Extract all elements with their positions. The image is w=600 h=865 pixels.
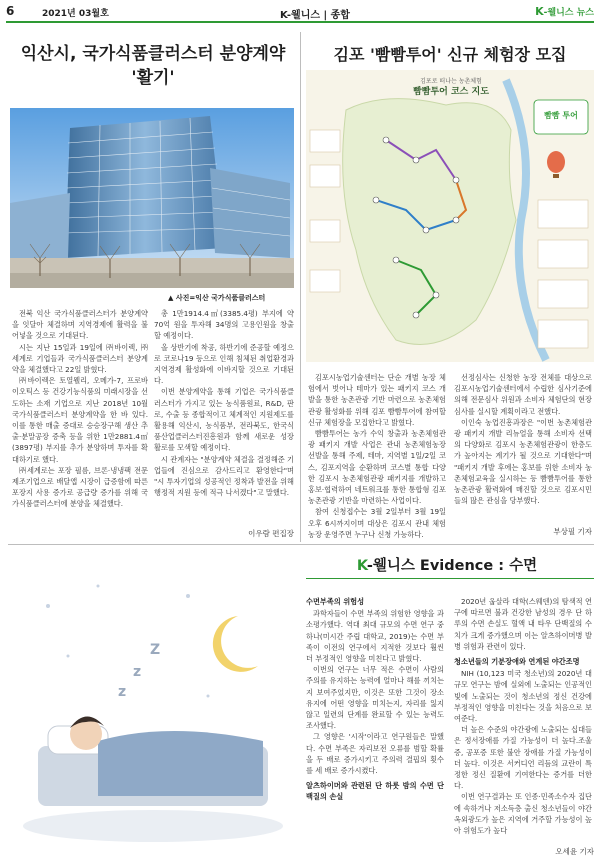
paragraph: 올 상반기에 착공, 하반기에 준공할 예정으로 코로나19 등으로 인해 침체된 취업환경과 지역경제 활성화에 이바지할 것으로 기대된다. [154,342,294,386]
header-rule [6,21,594,23]
article1-title [8,42,298,90]
page-number: 6 [6,4,15,18]
article1-title-line1: 익산시, 국가식품클러스터 분양계약 [20,44,286,64]
article1-column1 [12,308,148,510]
article3-column1 [306,596,444,804]
paragraph: ㈜세계로는 포장 필름, 브론·냉냉팩 전문 제조기업으로 배달앱 시장이 급증함에 따른 포장지 사용 증가로 공급량 증가를 위해 국가식품클러스터에 분양을 체결했다. [12,465,148,509]
paragraph: ㈜바이렉은 토열웰리, 오메가-7, 프로바이오틱스 등 건강기능식품의 미래시장을 선도하는 소재 기업으로 지난 2018년 10월 국가식품클러스터 분양계약을 한 바 있다. 이를 통한 매출 증대로 승승장구해 생산 추출·분말공장 증축 등을 위한 1만2881.4㎡ (3897평) 부지를 추가 분양하며 투자를 확대하기로 했다. [12,376,148,464]
svg-text:z: z [133,664,142,680]
paragraph: 과학자들이 수면 부족의 위험한 영향을 과소평가했다. 역대 최대 규모의 수면 연구 중 하나(미시간 주립 대학교, 2019)는 수면 부족이 이전의 연구에서 지적한 것보다 훨씬 더 부정적인 영향을 미친다고 밝혔다. [306,609,444,664]
svg-text:Z: Z [150,642,161,658]
article1-photo [10,108,294,288]
paragraph: 2020년 웁살라 대학(스웨덴)의 탐색적 연구에 따르면 불과 건강한 남성의 경우 단 하루의 수면 손실도 혈액 내 타우 단백질의 수치가 크게 증가했으며 이는 알츠하이머병 발병 위험과 관련이 있다. [454,597,592,651]
subheading: 알츠하이머와 관련된 단 하룻 밤의 수면 단백질의 손실 [306,781,444,802]
title-rest: -웰니스 Evidence : 수면 [366,558,538,574]
page-header [6,4,594,20]
article1-byline: 이우람 편집장 [248,529,294,538]
subheading: 청소년들의 기분장애와 연계된 야간조명 [454,657,580,667]
paragraph: 이번 연구결과는 또 인종·민족소수자 집단에 속하거나 저소득층 출신 청소년들이 야간 옥외광도가 높은 지역에 거주할 가능성이 높아 위험도가 높다 [454,792,592,836]
paragraph: 참여 신청접수는 3월 2일부터 3월 19일 오후 6시까지이며 대상은 김포시 관내 체험농장 운영주면 누구나 신청 가능하다. [308,507,446,539]
paragraph: 선정심사는 신청한 농장 전체를 대상으로 김포시농업기술센터에서 수립한 심사기준에 의해 전문심사 위원과 소비자 체험단의 현장 심사를 실시할 계획이라고 전했다. [454,373,592,416]
section-divider [8,544,594,545]
paragraph: 이인숙 농업진흥과장은 "이번 농촌체험관광 패키지 개발 리뉴얼을 통해 소비자 선택의 다양화로 김포시 농촌체험관광이 한층도가 높아지는 계기가 될 것으로 기대한다"며 "패키지 개발 후에는 홍보를 위한 소비자 농촌체험교육을 실시하는 등 빰빰투어를 통한 농촌관광 활력화에 매진할 것으로 김포시민들의 많은 관심을 당부했다. [454,417,592,506]
paragraph: 총 1만1914.4㎡(3385.4평) 부지에 약 70억 원을 투자해 34명의 고용인원을 창출할 예정이다. [154,309,294,341]
course-map-image [306,70,594,362]
article2-byline: 부상필 기자 [553,527,592,536]
article2-column1 [308,372,446,540]
article1-title-line2: '활기' [131,68,175,88]
paragraph: 이번의 연구는 너무 적은 수면이 사람의 주의를 유지하는 능력에 얼마나 해를 끼치는지 보여주었지만, 이것은 또한 그것이 장소 유지에 어떤 영향을 미치는지, 자리를 잃지 않고 일련의 단계를 완료할 수 있는 능력도 조사했다. [306,665,444,731]
map-title: 빰빰투어 코스 지도 [413,87,489,97]
building-illustration [10,108,294,288]
article1-photo-caption: ▲ 사진=익산 국가식품클러스터 [168,294,266,302]
sleeping-person-graphic [8,556,298,856]
article3-title [300,554,594,575]
article3-column2 [454,596,592,836]
subheading: 수면부족의 위험성 [306,597,365,606]
paragraph: 시 관계자는 "분양계약 체결을 결정해준 기업들에 진심으로 감사드리고 환영한다"며 "시 투자기업의 성공적인 정착과 발전을 위해 행정적 지원 등에 적극 나서겠다"고 말했다. [154,454,294,498]
column-divider [300,32,301,542]
paragraph: 더 높은 수준의 야간광에 노출되는 십대들은 정서장애를 가질 가능성이 더 높다.조울증, 공포증 또한 불안 장애를 가질 가능성이 더 높다. 이것은 서커디언 리듬의 교란이 특정한 정신 질환에 기여한다는 증거를 더한다. [454,725,592,791]
paragraph: NIH (10,123 미국 청소년)의 2020년 대규모 연구는 밤에 실외에 노출되는 인공적인 빛에 노출되는 것이 청소년의 정신 건강에 부정적인 영향을 미친다는 것을 처음으로 보여준다. [454,669,592,724]
svg-text:z: z [118,684,127,700]
paragraph: 김포시농업기술센터는 단순 개별 농장 체험에서 벗어나 테마가 있는 패키지 코스 개발을 통한 농촌관광 기반 마련으로 농촌체험관광 활성화를 위해 김포 빰빰투어에 참여할 신규 체험장을 모집한다고 밝혔다. [308,373,446,427]
paragraph: 시는 지난 15일과 19일에 ㈜바이렉, ㈜세계로 기업들과 국가식품클러스터 분양계약을 체결했다고 22일 밝혔다. [12,342,148,375]
masthead-logo [535,5,594,18]
map-badge: 빰빰 투어 [544,111,578,120]
logo-k: K [535,5,544,18]
logo-text: -웰니스 뉴스 [543,8,594,18]
article2-title: 김포 '빰빰투어' 신규 체험장 모집 [333,45,567,64]
section-label: K-웰니스 | 종합 [280,10,350,21]
article3-byline: 오세윤 기자 [555,847,594,856]
sleep-illustration [8,556,298,856]
paragraph: 그 영향은 '시작'이라고 연구원들은 말했다. 수면 부족은 자리보전 오류를 범할 확률을 두 배로 증가시키고 주의력 결핍의 횟수를 세 배로 증가시켰다. [306,732,444,776]
paragraph: 빰빰투어는 농가 수익 창출과 농촌체험관광 패키지 개발 사업은 관내 농촌체험농장 선발을 통해 주제, 테마, 지역별 1일/2일 코스, 김포지역을 순환하며 코스별 통합 다양한 김포시 농촌체험관광 패키지를 개발하고 홍보·협력하여 네트워크를 통한 통합형 김포 농촌관광 기반을 마련하는 사업이다. [308,429,446,506]
paragraph: 이번 분양계약을 통해 기업은 국가식품클러스터가 가지고 있는 농식품원료, R&D, 판로, 수출 등 종합적이고 체계적인 지원제도를 활용해 익산시, 농식품부, 전라북도, 한국식품산업클러스터진흥원과 함께 새로운 성장 활로를 모색할 예정이다. [154,387,294,453]
article3-title-rule [306,578,594,579]
title-k: K [356,558,367,574]
map-subtitle: 김포로 떠나는 농촌체험 [420,78,482,85]
paragraph: 전북 익산 국가식품클러스터가 분양계약을 잇달아 체결하며 지역경제에 활력을 불어넣을 것으로 기대된다. [12,309,148,341]
article2-column2 [454,372,592,506]
article1-column2 [154,308,294,498]
issue-date: 2021년 03월호 [42,9,109,19]
